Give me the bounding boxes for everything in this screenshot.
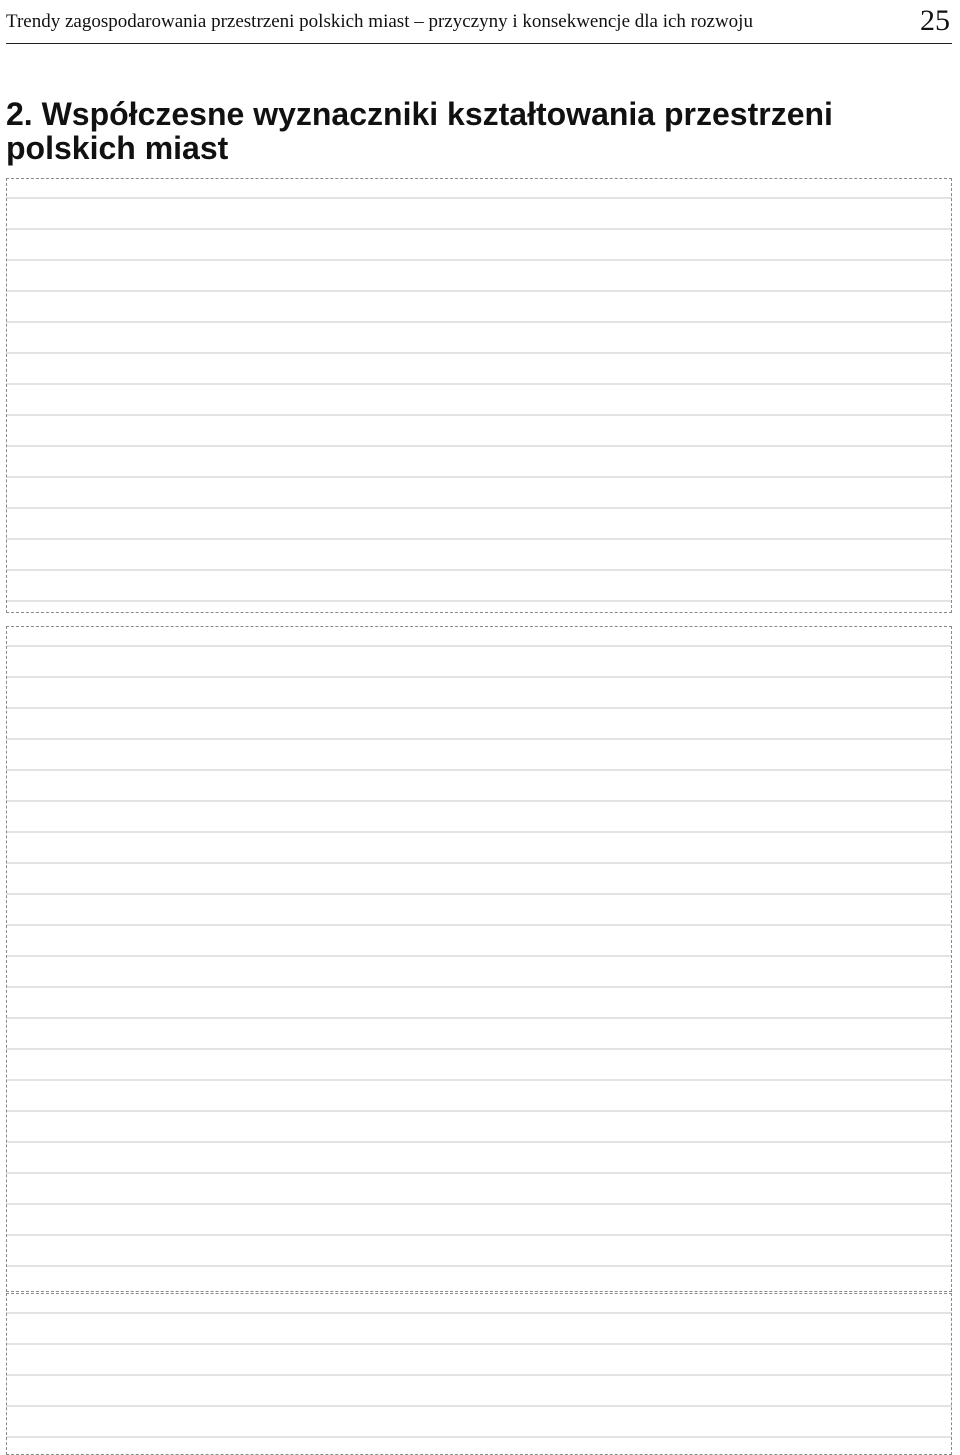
body-paragraph-placeholder-1: [6, 178, 952, 613]
running-header: [6, 4, 952, 38]
running-title: Trendy zagospodarowania przestrzeni polskich miast – przyczyny i konsekwencje dla ich rozwoju: [6, 10, 753, 32]
body-paragraph-placeholder-2: [6, 626, 952, 1292]
body-paragraph-placeholder-3: [6, 1293, 952, 1455]
page-number: 25: [920, 4, 950, 37]
section-heading: 2. Współczesne wyznaczniki kształtowania przestrzeni polskich miast: [6, 95, 833, 167]
header-rule: [6, 43, 952, 44]
